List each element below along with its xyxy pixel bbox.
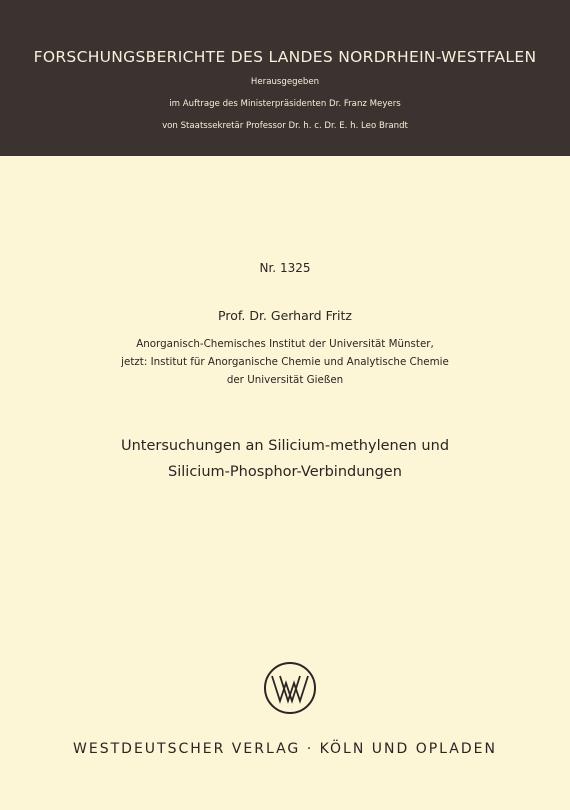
editor-line-herausgegeben: Herausgegeben (250, 77, 320, 87)
publisher-logo-icon (263, 661, 317, 715)
book-title-line-2: Silicium-Phosphor-Verbindungen (168, 464, 402, 480)
logo-circle (265, 663, 315, 713)
editor-line-staatssekretaer: von Staatssekretär Professor Dr. h. c. Dr. E. h. Leo Brandt (162, 121, 408, 131)
series-header-band (0, 0, 570, 156)
affiliation-line-3: der Universität Gießen (226, 374, 344, 386)
book-title-line-1: Untersuchungen an Silicium-methylenen und (120, 438, 450, 454)
series-title: FORSCHUNGSBERICHTE DES LANDES NORDRHEIN-WESTFALEN (33, 48, 537, 66)
affiliation-line-2: jetzt: Institut für Anorganische Chemie und Analytische Chemie (121, 356, 449, 368)
author-name: Prof. Dr. Gerhard Fritz (218, 308, 352, 323)
logo-double-w (272, 676, 308, 701)
publisher-imprint: WESTDEUTSCHER VERLAG · KÖLN UND OPLADEN (73, 741, 497, 757)
publisher-logo-svg (263, 661, 317, 715)
editor-line-ministerpraesident: im Auftrage des Ministerpräsidenten Dr. Franz Meyers (169, 99, 401, 109)
report-number: Nr. 1325 (259, 261, 311, 275)
affiliation-line-1: Anorganisch-Chemisches Institut der Universität Münster, (136, 338, 434, 350)
